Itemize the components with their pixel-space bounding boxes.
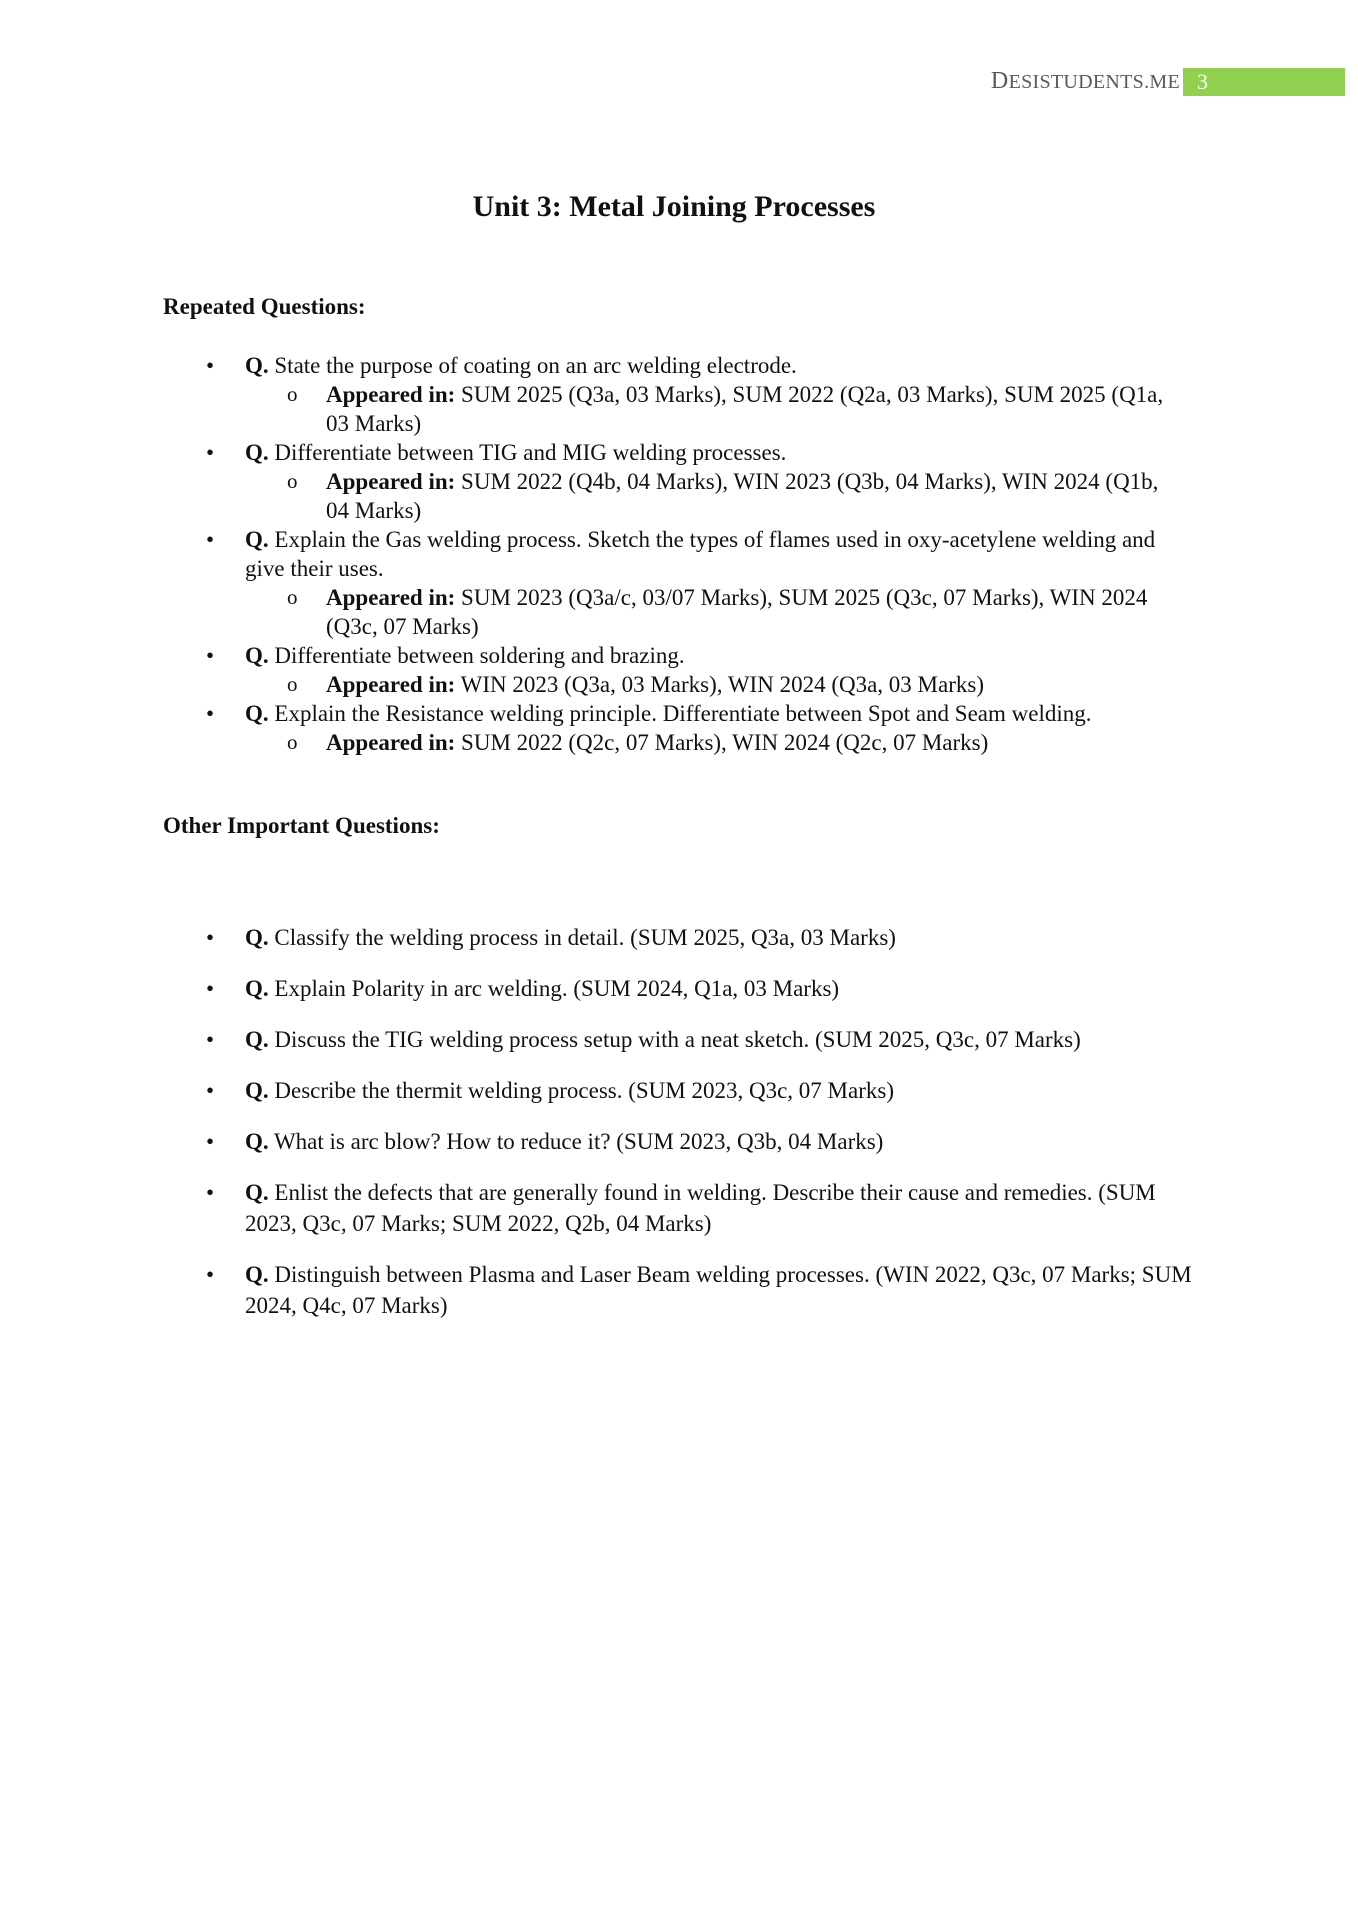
appeared-in-text: SUM 2022 (Q4b, 04 Marks), WIN 2023 (Q3b, 04 Marks), WIN 2024 (Q1b, 04 Marks) (326, 469, 1159, 523)
other-question-item (0, 1259, 1358, 1321)
question-prefix: Q. (245, 1262, 269, 1287)
bullet-icon: • (206, 701, 215, 726)
site-name-initial: D (990, 68, 1009, 94)
other-question-item (0, 1024, 1358, 1055)
question-text: Describe the thermit welding process. (SUM 2023, Q3c, 07 Marks) (268, 1078, 894, 1103)
bullet-icon: • (206, 976, 215, 1001)
question-text: Discuss the TIG welding process setup with a neat sketch. (SUM 2025, Q3c, 07 Marks) (268, 1027, 1081, 1052)
site-name-rest: ESISTUDENTS (1008, 71, 1145, 93)
appeared-in-item (0, 728, 1358, 757)
appeared-in-item (0, 670, 1358, 699)
question-prefix: Q. (245, 701, 269, 726)
question-text: Enlist the defects that are generally found in welding. Describe their cause and remedies. (SUM 2023, Q3c, 07 Marks; SUM 2022, Q2b, 04 Marks) (245, 1180, 1156, 1236)
other-question-item (0, 973, 1358, 1004)
question-text: State the purpose of coating on an arc welding electrode. (268, 353, 797, 378)
circle-bullet-icon: o (287, 382, 298, 406)
bullet-icon: • (206, 440, 215, 465)
circle-bullet-icon: o (287, 469, 298, 493)
bullet-icon: • (206, 1262, 215, 1287)
other-questions-heading: Other Important Questions: (163, 813, 440, 838)
question-text: What is arc blow? How to reduce it? (SUM 2023, Q3b, 04 Marks) (268, 1129, 884, 1154)
bullet-icon: • (206, 643, 215, 668)
question-text: Explain the Gas welding process. Sketch the types of flames used in oxy-acetylene welding and give their uses. (245, 527, 1156, 581)
other-question-item (0, 1126, 1358, 1157)
bullet-icon: • (206, 1078, 215, 1103)
bullet-icon: • (206, 1129, 215, 1154)
repeated-question-item (0, 699, 1358, 728)
appeared-in-label: Appeared in: (326, 382, 456, 407)
other-question-item (0, 922, 1358, 953)
question-text: Explain Polarity in arc welding. (SUM 2024, Q1a, 03 Marks) (268, 976, 840, 1001)
appeared-in-text: SUM 2025 (Q3a, 03 Marks), SUM 2022 (Q2a, 03 Marks), SUM 2025 (Q1a, 03 Marks) (326, 382, 1164, 436)
question-text: Differentiate between TIG and MIG welding processes. (268, 440, 787, 465)
circle-bullet-icon: o (287, 730, 298, 754)
appeared-in-item (0, 583, 1358, 641)
page-title: Unit 3: Metal Joining Processes (472, 190, 876, 223)
repeated-question-item (0, 351, 1358, 380)
site-name-suffix: .ME (1144, 71, 1180, 93)
other-question-item (0, 1075, 1358, 1106)
page-number-badge: 3 (1183, 68, 1345, 96)
appeared-in-label: Appeared in: (326, 672, 456, 697)
question-prefix: Q. (245, 1078, 269, 1103)
appeared-in-item (0, 380, 1358, 438)
question-prefix: Q. (245, 1129, 269, 1154)
bullet-icon: • (206, 527, 215, 552)
appeared-in-item (0, 467, 1358, 525)
question-text: Differentiate between soldering and brazing. (268, 643, 685, 668)
question-prefix: Q. (245, 976, 269, 1001)
appeared-in-text: SUM 2023 (Q3a/c, 03/07 Marks), SUM 2025 (Q3c, 07 Marks), WIN 2024 (Q3c, 07 Marks) (326, 585, 1148, 639)
bullet-icon: • (206, 1027, 215, 1052)
repeated-question-item (0, 641, 1358, 670)
question-text: Explain the Resistance welding principle. Differentiate between Spot and Seam welding. (268, 701, 1092, 726)
question-prefix: Q. (245, 925, 269, 950)
repeated-question-item (0, 525, 1358, 583)
appeared-in-label: Appeared in: (326, 469, 456, 494)
bullet-icon: • (206, 925, 215, 950)
appeared-in-label: Appeared in: (326, 730, 456, 755)
bullet-icon: • (206, 1180, 215, 1205)
question-prefix: Q. (245, 353, 269, 378)
question-prefix: Q. (245, 643, 269, 668)
repeated-question-item (0, 438, 1358, 467)
appeared-in-text: SUM 2022 (Q2c, 07 Marks), WIN 2024 (Q2c, 07 Marks) (455, 730, 989, 755)
question-prefix: Q. (245, 1027, 269, 1052)
question-prefix: Q. (245, 440, 269, 465)
circle-bullet-icon: o (287, 672, 298, 696)
appeared-in-label: Appeared in: (326, 585, 456, 610)
question-text: Classify the welding process in detail. (SUM 2025, Q3a, 03 Marks) (268, 925, 896, 950)
bullet-icon: • (206, 353, 215, 378)
appeared-in-text: WIN 2023 (Q3a, 03 Marks), WIN 2024 (Q3a, 03 Marks) (455, 672, 984, 697)
question-text: Distinguish between Plasma and Laser Beam welding processes. (WIN 2022, Q3c, 07 Marks; SUM 2024, Q4c, 07 Marks) (245, 1262, 1192, 1318)
site-name (991, 68, 1180, 95)
other-questions-list (0, 922, 1358, 1341)
question-prefix: Q. (245, 527, 269, 552)
question-prefix: Q. (245, 1180, 269, 1205)
other-question-item (0, 1177, 1358, 1239)
circle-bullet-icon: o (287, 585, 298, 609)
repeated-questions-list (0, 351, 1358, 757)
repeated-questions-heading: Repeated Questions: (163, 294, 366, 319)
